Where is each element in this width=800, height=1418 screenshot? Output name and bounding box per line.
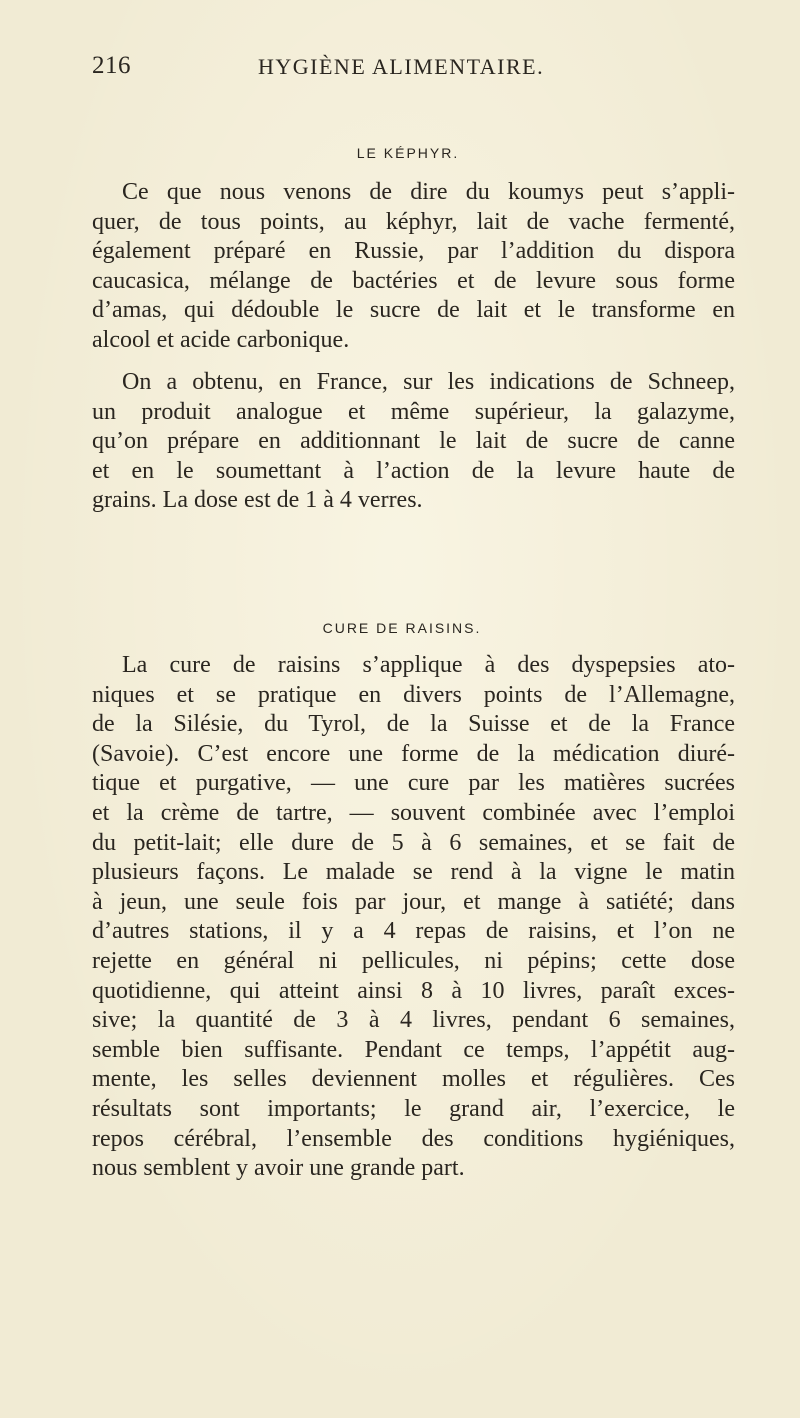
text-line: et la crème de tartre, — souvent combinée avec l’emploi [92, 799, 735, 826]
text-line: niques et se pratique en divers points de l’Allemagne, [92, 681, 735, 708]
running-title: HYGIÈNE ALIMENTAIRE. [258, 54, 545, 79]
text-line: nous semblent y avoir une grande part. [92, 1155, 465, 1182]
text-line: (Savoie). C’est encore une forme de la médication diuré- [92, 740, 735, 767]
text-line: de la Silésie, du Tyrol, de la Suisse et de la France [92, 711, 735, 738]
text-line: La cure de raisins s’applique à des dyspepsies ato- [122, 652, 735, 678]
text-line: qu’on prépare en additionnant le lait de sucre de canne [92, 428, 735, 455]
text-line: rejette en général ni pellicules, ni pépins; cette dose [92, 947, 735, 974]
text-line: et en le soumettant à l’action de la levure haute de [92, 457, 735, 484]
paragraph-cure-de-raisins [92, 651, 735, 1184]
running-head [0, 52, 800, 86]
text-line: du petit-lait; elle dure de 5 à 6 semaines, et se fait de [92, 829, 735, 856]
text-line: semble bien suffisante. Pendant ce temps, l’appétit aug- [92, 1036, 735, 1063]
text-line: quer, de tous points, au képhyr, lait de vache fermenté, [92, 208, 735, 235]
text-line: tique et purgative, — une cure par les matières sucrées [92, 770, 735, 797]
text-line: alcool et acide carbonique. [92, 326, 350, 353]
text-line: également préparé en Russie, par l’addition du dispora [92, 238, 735, 265]
text-line: caucasica, mélange de bactéries et de levure sous forme [92, 267, 735, 294]
paragraph-kephyr-1 [92, 178, 735, 356]
text-line: résultats sont importants; le grand air, l’exercice, le [92, 1095, 735, 1122]
text-line: Ce que nous venons de dire du koumys peut s’appli- [122, 179, 735, 205]
text-line: repos cérébral, l’ensemble des conditions hygiéniques, [92, 1125, 735, 1152]
section-title-cure-de-raisins: CURE DE RAISINS. [322, 620, 482, 636]
page-number: 216 [92, 52, 131, 79]
text-line: On a obtenu, en France, sur les indications de Schneep, [122, 369, 735, 395]
text-line: mente, les selles deviennent molles et régulières. Ces [92, 1066, 735, 1093]
text-line: quotidienne, qui atteint ainsi 8 à 10 livres, paraît exces- [92, 977, 735, 1004]
paragraph-kephyr-2 [92, 368, 735, 516]
text-line: un produit analogue et même supérieur, la galazyme, [92, 398, 735, 425]
text-line: d’amas, qui dédouble le sucre de lait et le transforme en [92, 297, 735, 324]
text-line: grains. La dose est de 1 à 4 verres. [92, 487, 423, 514]
text-line: d’autres stations, il y a 4 repas de raisins, et l’on ne [92, 918, 735, 945]
section-title-kephyr: LE KÉPHYR. [356, 145, 460, 161]
text-line: plusieurs façons. Le malade se rend à la vigne le matin [92, 859, 735, 886]
text-line: à jeun, une seule fois par jour, et mange à satiété; dans [92, 888, 735, 915]
text-line: sive; la quantité de 3 à 4 livres, pendant 6 semaines, [92, 1007, 735, 1034]
